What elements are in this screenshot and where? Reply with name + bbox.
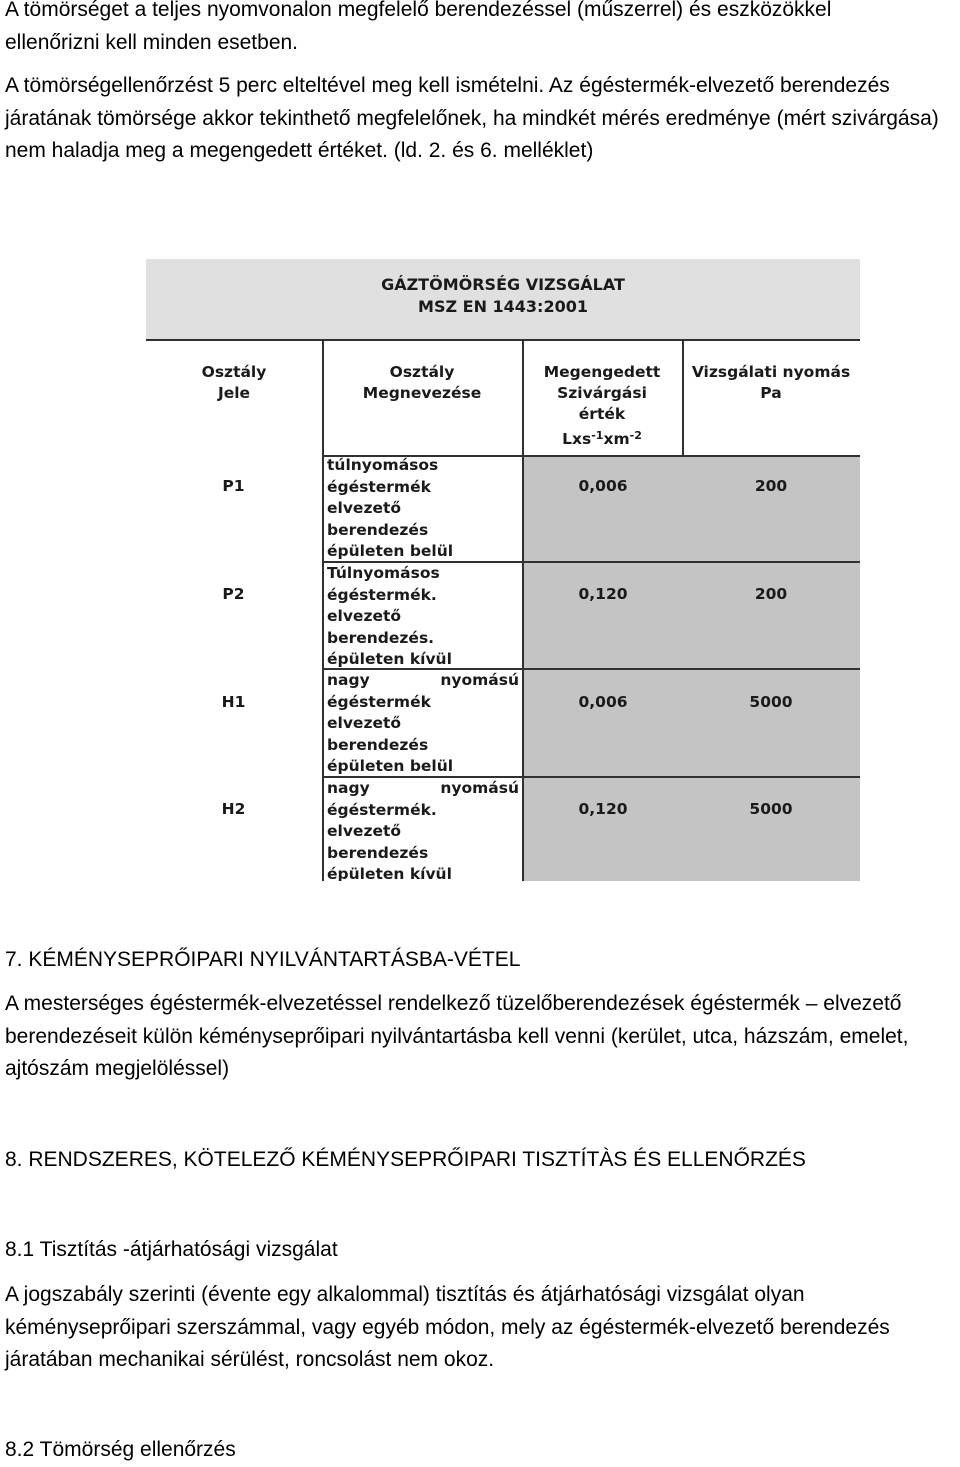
row-name-line: elvezető <box>327 607 402 625</box>
row-name <box>327 778 519 881</box>
section-8-1-text: A jogszabály szerinti (évente egy alkalommal) tisztítás és átjárhatósági vizsgálat olyan kéményseprőipari szerszámmal, vagy egyéb módon, mely az égéstermék-elvezető berendezés járatában mechanikai sérülést, roncsolást nem okoz. <box>5 1283 890 1371</box>
section-7-heading: 7. KÉMÉNYSEPRŐIPARI NYILVÁNTARTÁSBA-VÉTEL <box>5 948 521 971</box>
row-name-line: épületen belül <box>327 757 454 775</box>
section-8-heading: 8. RENDSZERES, KÖTELEZŐ KÉMÉNYSEPRŐIPARI TISZTÍTÀS ÉS ELLENŐRZÉS <box>5 1148 806 1171</box>
row-name <box>327 563 519 671</box>
intro-line-2: ellenőrizni kell minden esetben. <box>5 30 299 54</box>
section-7-text: A mesterséges égéstermék-elvezetéssel rendelkező tüzelőberendezések égéstermék – elvezető berendezéseit külön kéményseprőipari nyilvántartásba kell venni (kerület, utca, házszám, emelet, ajtószám megjelöléssel) <box>5 992 909 1080</box>
row-pressure: 200 <box>754 477 788 495</box>
row-name-line: égéstermék. <box>327 585 437 604</box>
header-text: Osztály <box>389 363 455 381</box>
row-pressure: 200 <box>754 585 788 603</box>
row-name-line: elvezető <box>327 822 402 840</box>
row-name-line <box>327 670 519 692</box>
row-leakage: 0,006 <box>578 693 628 711</box>
header-class-name <box>322 362 522 404</box>
row-name <box>327 670 519 778</box>
row-name-line <box>327 778 519 800</box>
row-pressure: 5000 <box>749 800 793 818</box>
header-unit <box>522 425 682 450</box>
row-name-line: égéstermék. <box>327 800 437 819</box>
gas-tightness-table <box>146 259 860 881</box>
unit-exponent: -2 <box>629 429 642 442</box>
section-8-2-heading: 8.2 Tömörség ellenőrzés <box>5 1438 236 1461</box>
header-text: Megnevezése <box>362 384 482 402</box>
unit-text: Lxs <box>562 430 592 448</box>
unit-exponent: -1 <box>591 429 604 442</box>
row-name-line: épületen kívül <box>327 865 452 881</box>
section-8-1-body <box>5 1279 948 1377</box>
header-text: érték <box>578 405 626 423</box>
row-name-line: épületen belül <box>327 542 454 560</box>
header-text: Jele <box>217 384 251 402</box>
row-name-line: túlnyomásos <box>327 456 439 474</box>
row-leakage: 0,120 <box>578 800 628 818</box>
row-code: P2 <box>222 585 245 603</box>
header-text: Pa <box>760 384 782 402</box>
header-text: Vizsgálati nyomás <box>691 363 851 381</box>
row-code: H1 <box>221 693 246 711</box>
row-name-word: nagy <box>327 671 370 689</box>
grid-line <box>322 341 324 881</box>
row-name-line: berendezés <box>327 843 429 862</box>
row-pressure: 5000 <box>749 693 793 711</box>
row-name-line: Túlnyomásos <box>327 564 440 582</box>
section-7-body <box>5 988 948 1086</box>
row-code: P1 <box>222 477 245 495</box>
header-text: Szivárgási <box>557 384 647 402</box>
unit-text: xm <box>603 430 630 448</box>
row-name-word: nyomású <box>440 779 519 797</box>
table-subtitle: MSZ EN 1443:2001 <box>418 297 588 316</box>
row-code: H2 <box>221 800 246 818</box>
row-name-line: épületen kívül <box>327 650 452 668</box>
row-name-line: berendezés <box>327 520 429 539</box>
table-title: GÁZTÖMÖRSÉG VIZSGÁLAT <box>381 275 625 294</box>
header-class-code <box>146 362 322 404</box>
repeat-check-text: A tömörségellenőrzést 5 perc elteltével meg kell ismételni. Az égéstermék-elvezető berendezés járatának tömörsége akkor tekinthető megfelelőnek, ha mindkét mérés eredménye (mért szivárgása) nem haladja meg a megengedett értéket. (ld. 2. és 6. melléklet) <box>5 74 939 162</box>
header-test-pressure <box>682 362 860 404</box>
row-name-line: elvezető <box>327 714 402 732</box>
intro-paragraph <box>5 0 948 59</box>
header-text: Megengedett <box>543 363 661 381</box>
row-leakage: 0,120 <box>578 585 628 603</box>
row-name-line: égéstermék <box>327 477 431 496</box>
row-leakage: 0,006 <box>578 477 628 495</box>
header-leakage <box>522 362 682 450</box>
row-name-line: égéstermék <box>327 692 431 711</box>
row-name-line: elvezető <box>327 499 402 517</box>
row-name-word: nagy <box>327 779 370 797</box>
row-name <box>327 455 519 563</box>
row-name-line: berendezés. <box>327 628 435 647</box>
repeat-check-paragraph <box>5 70 948 168</box>
section-8-1-heading: 8.1 Tisztítás -átjárhatósági vizsgálat <box>5 1238 338 1261</box>
intro-line-1: A tömörséget a teljes nyomvonalon megfelelő berendezéssel (műszerrel) és eszközökkel <box>5 0 832 21</box>
header-text: Osztály <box>201 363 267 381</box>
table-title-block <box>146 259 860 339</box>
row-name-line: berendezés <box>327 735 429 754</box>
row-name-word: nyomású <box>440 671 519 689</box>
